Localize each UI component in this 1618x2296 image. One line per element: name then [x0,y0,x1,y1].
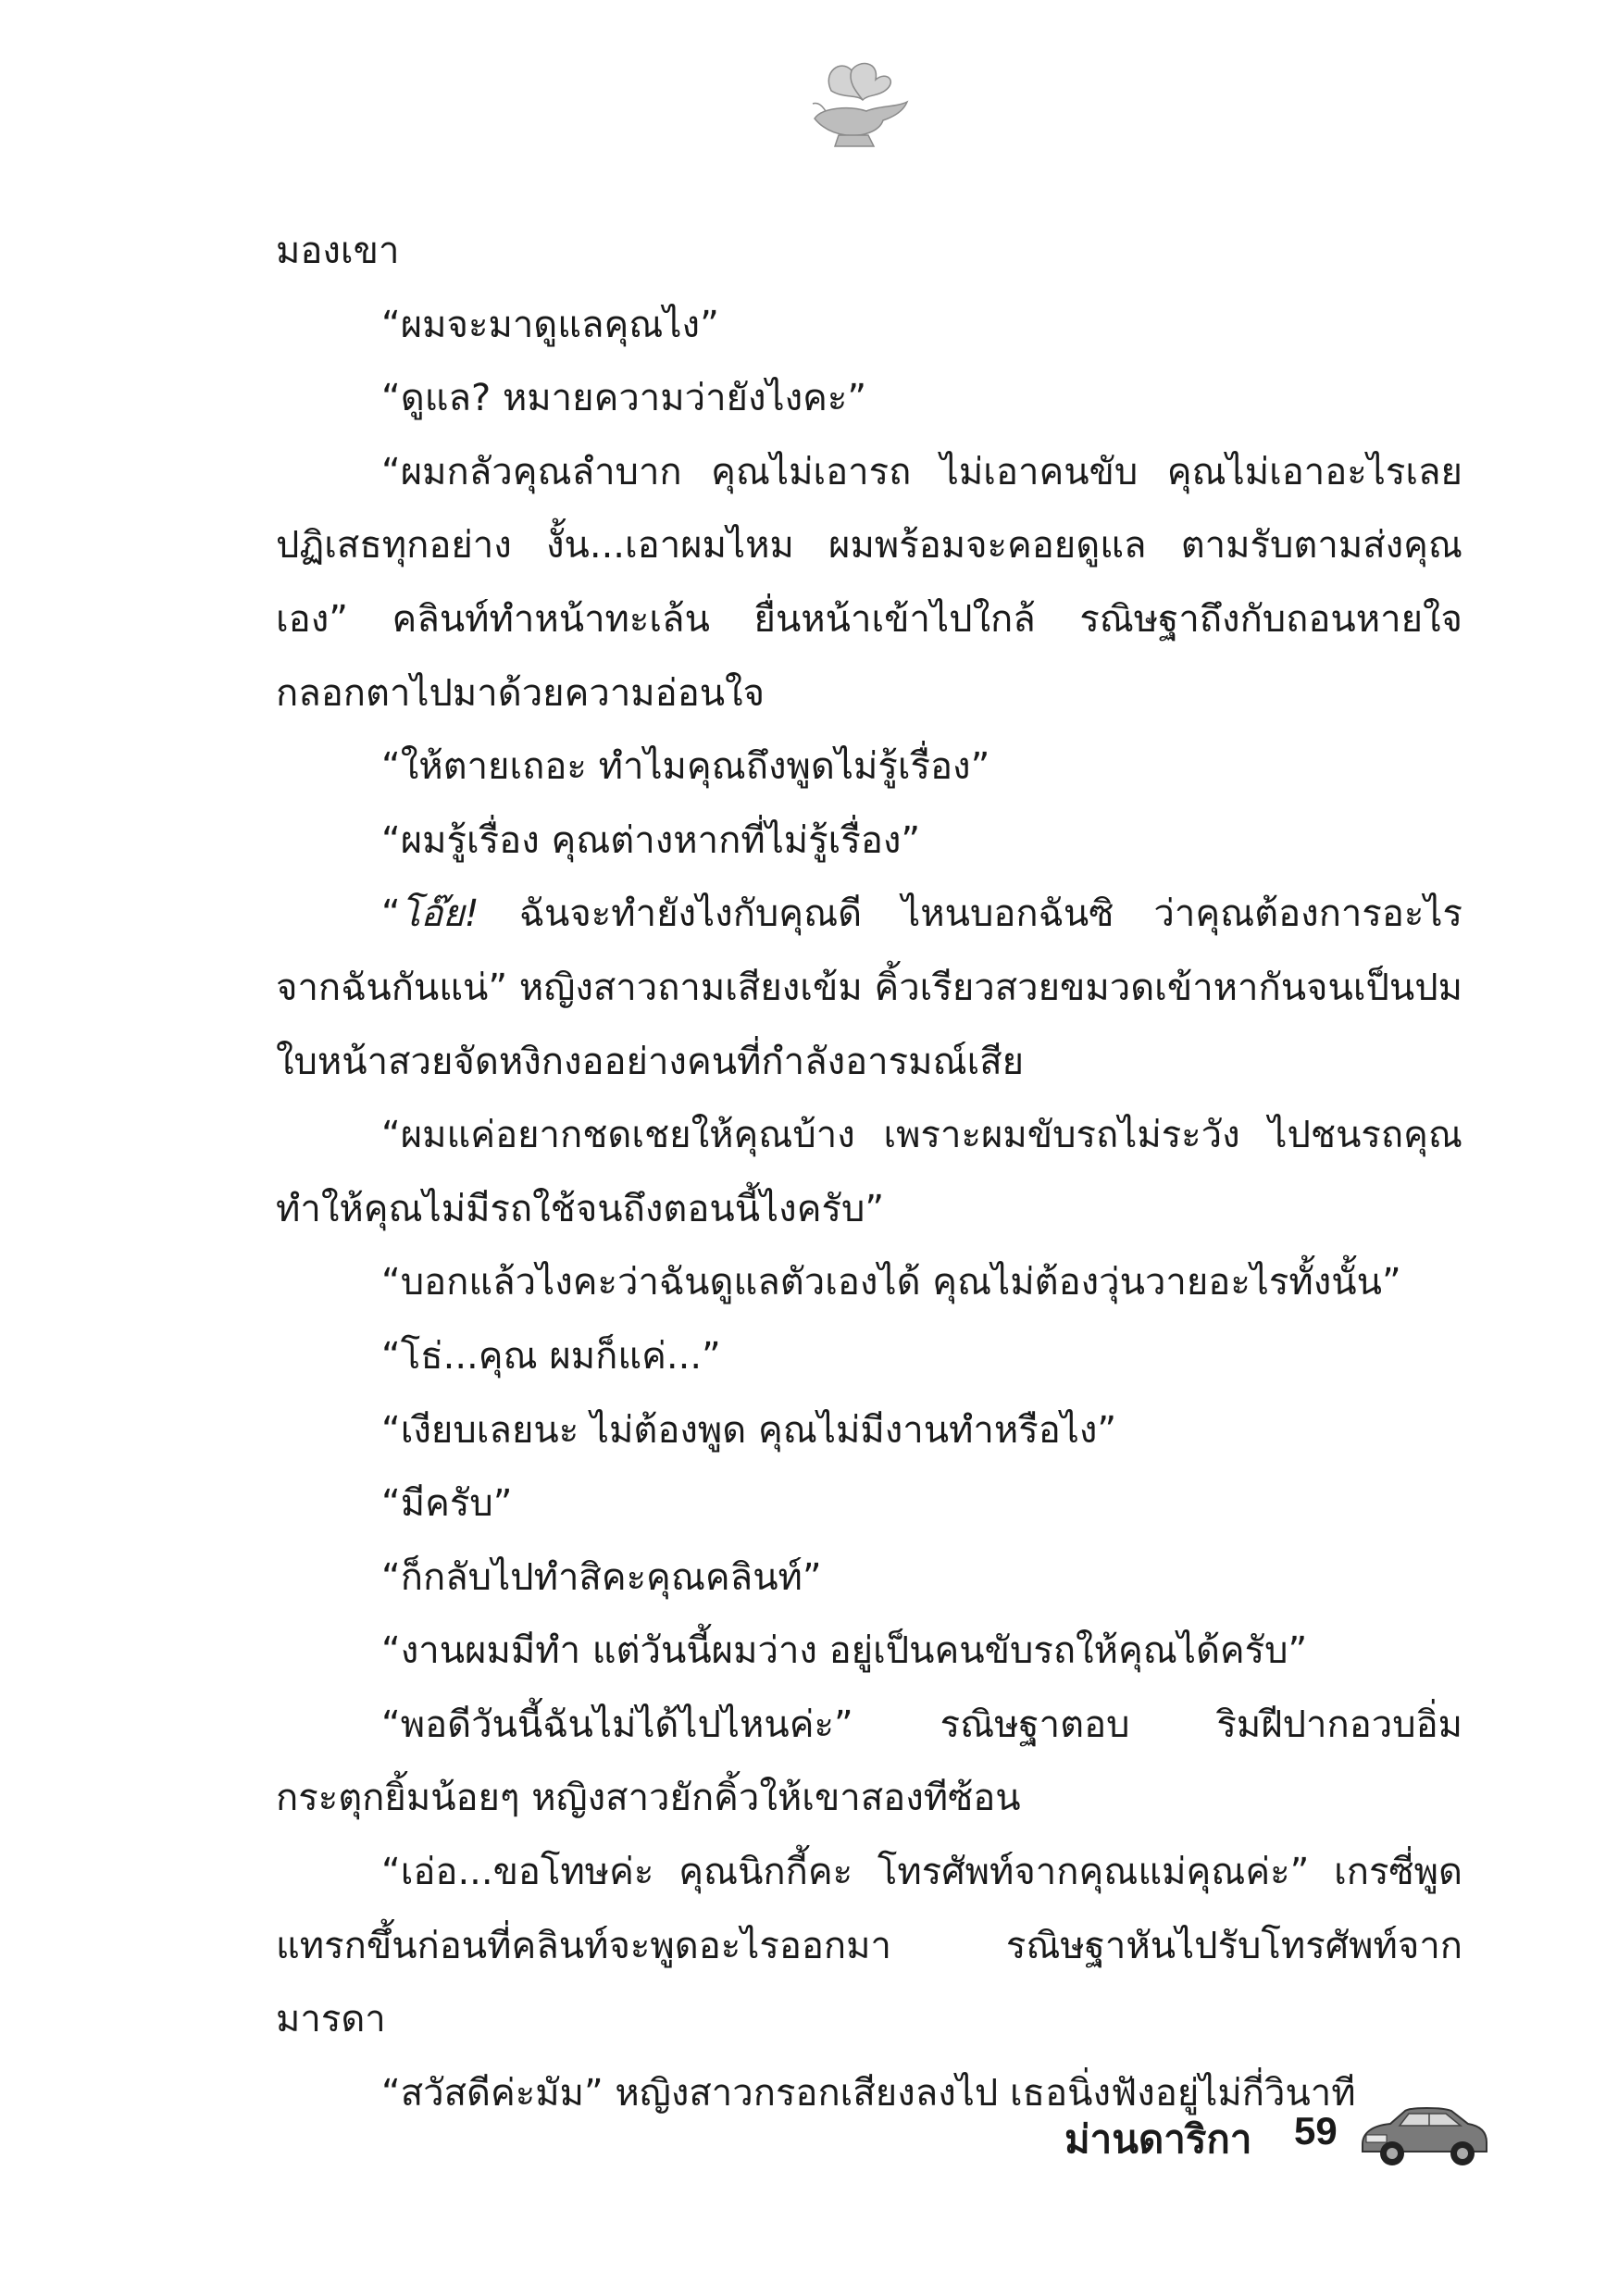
text-line: “ดูแล? หมายความว่ายังไงคะ” [381,377,867,420]
text-line: “สวัสดีค่ะมัม” หญิงสาวกรอกเสียงลงไป เธอนิ่งฟังอยู่ไม่กี่วินาที [381,2071,1356,2115]
text-line: ทำให้คุณไม่มีรถใช้จนถึงตอนนี้ไงครับ” [276,1187,885,1230]
text-line: “ผมรู้เรื่อง คุณต่างหากที่ไม่รู้เรื่อง” [381,818,921,862]
text-line: ปฏิเสธทุกอย่าง งั้น...เอาผมไหม ผมพร้อมจะคอยดูแล ตามรับตามส่งคุณ [276,524,1462,568]
text-line: ใบหน้าสวยจัดหงิกงออย่างคนที่กำลังอารมณ์เสีย [276,1040,1025,1083]
quote-open: “ [381,892,401,936]
text-line: “งานผมมีทำ แต่วันนี้ผมว่าง อยู่เป็นคนขับรถให้คุณได้ครับ” [381,1629,1308,1673]
book-title: ม่านดาริกา [1064,2116,1252,2162]
text-line: เอง” คลินท์ทำหน้าทะเล้น ยื่นหน้าเข้าไปใกล้ รณิษฐาถึงกับถอนหายใจ [276,597,1462,641]
text-line: มองเขา [276,230,400,272]
body-text [276,215,1462,2130]
text-line: กระตุกยิ้มน้อยๆ หญิงสาวยักคิ้วให้เขาสองทีซ้อน [276,1777,1021,1820]
text-line: มารดา [276,1998,386,2041]
page-number: 59 [1294,2109,1338,2152]
text-line: “เงียบเลยนะ ไม่ต้องพูด คุณไม่มีงานทำหรือไง” [381,1408,1117,1452]
text-line: “พอดีวันนี้ฉันไม่ได้ไปไหนค่ะ” รณิษฐาตอบ ริมฝีปากอวบอิ่ม [381,1703,1462,1746]
text-line: “ผมกลัวคุณลำบาก คุณไม่เอารถ ไม่เอาคนขับ คุณไม่เอาอะไรเลย [381,450,1462,493]
text-line: กลอกตาไปมาด้วยความอ่อนใจ [276,671,765,715]
text-line: “ก็กลับไปทำสิคะคุณคลินท์” [381,1555,822,1599]
text-line: “ผมจะมาดูแลคุณไง” [381,303,719,346]
text-line: “เอ่อ...ขอโทษค่ะ คุณนิกกี้คะ โทรศัพท์จากคุณแม่คุณค่ะ” เกรซี่พูด [381,1851,1462,1894]
genie-lamp-icon [794,54,924,156]
text-line: “ให้ตายเถอะ ทำไมคุณถึงพูดไม่รู้เรื่อง” [381,745,990,789]
text-line: “ผมแค่อยากชดเชยให้คุณบ้าง เพราะผมขับรถไม่ระวัง ไปชนรถคุณ [381,1114,1462,1157]
text-line: “บอกแล้วไงคะว่าฉันดูแลตัวเองได้ คุณไม่ต้องวุ่นวายอะไรทั้งนั้น” [381,1261,1401,1304]
text-line: “โธ่...คุณ ผมก็แค่...” [381,1334,721,1378]
line-text: ฉันจะทำยังไงกับคุณดี ไหนบอกฉันซิ ว่าคุณต้องการอะไร [479,892,1462,936]
page-footer [1046,2092,1481,2176]
italic-exclamation: โอ๊ย! [400,892,479,936]
text-line: จากฉันกันแน่” หญิงสาวถามเสียงเข้ม คิ้วเรียวสวยขมวดเข้าหากันจนเป็นปม [276,966,1462,1009]
car-icon [1353,2098,1492,2170]
text-line [276,878,1462,952]
text-line: แทรกขึ้นก่อนที่คลินท์จะพูดอะไรออกมา รณิษฐาหันไปรับโทรศัพท์จาก [276,1924,1462,1967]
text-line: “มีครับ” [381,1482,513,1526]
